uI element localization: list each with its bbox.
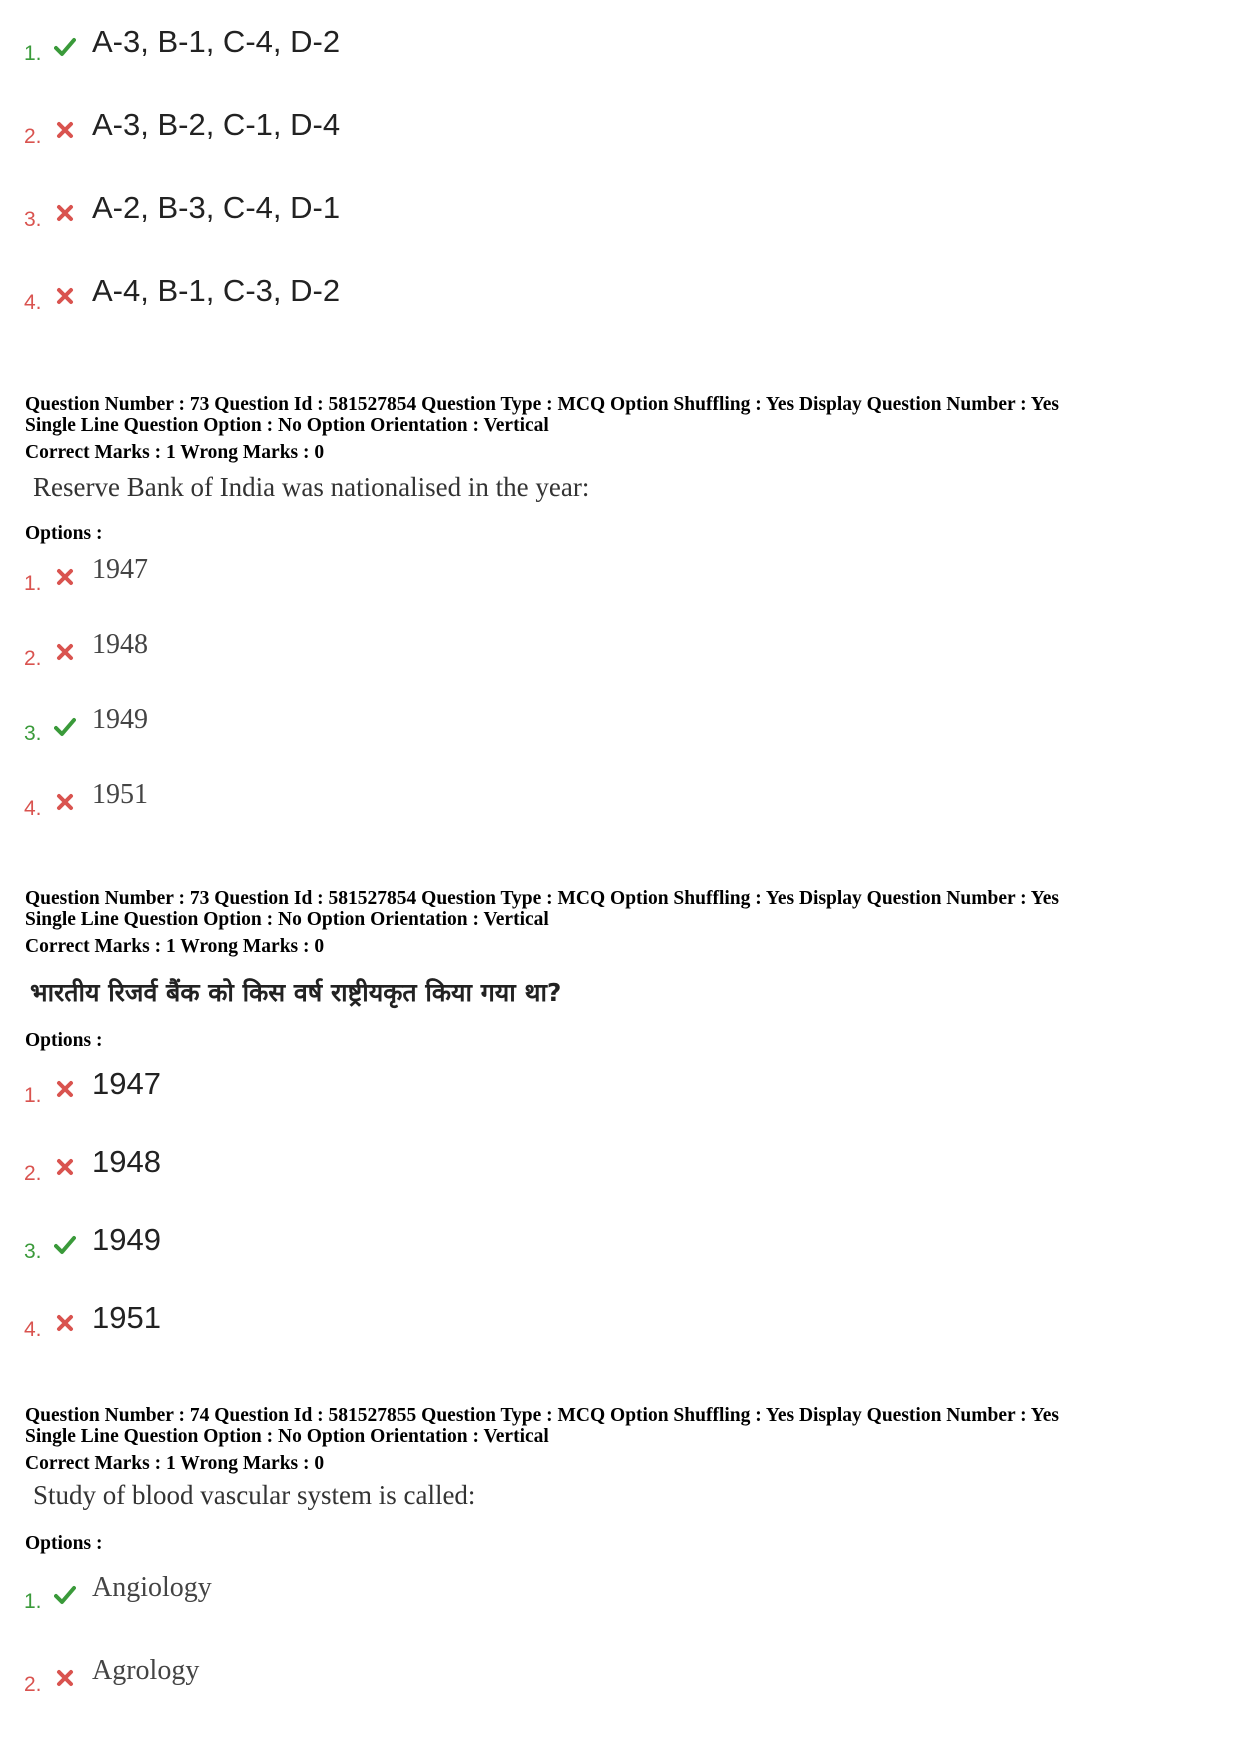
marks-line: Correct Marks : 1 Wrong Marks : 0 <box>25 442 325 463</box>
cross-icon <box>54 1078 76 1100</box>
option <box>0 1300 700 1346</box>
option <box>0 629 700 675</box>
option <box>0 704 700 750</box>
cross-icon <box>54 1667 76 1689</box>
option <box>0 107 700 153</box>
option-text: A-2, B-3, C-4, D-1 <box>92 190 341 225</box>
option-text: 1951 <box>92 1300 161 1335</box>
cross-icon <box>54 1156 76 1178</box>
option-text: 1948 <box>92 1144 161 1179</box>
option-text: Angiology <box>92 1572 212 1603</box>
check-icon <box>54 1584 76 1606</box>
option <box>0 1222 700 1268</box>
option-text: Agrology <box>92 1655 200 1686</box>
option <box>0 554 700 600</box>
option <box>0 273 700 319</box>
meta-line: Single Line Question Option : No Option Orientation : Vertical <box>25 415 549 436</box>
option <box>0 24 700 70</box>
option-text: A-3, B-1, C-4, D-2 <box>92 24 341 59</box>
option-number: 4. <box>24 1318 42 1341</box>
options-label: Options : <box>25 1030 103 1051</box>
cross-icon <box>54 119 76 141</box>
option-number: 2. <box>24 647 42 670</box>
option-number: 1. <box>24 42 42 65</box>
meta-line: Single Line Question Option : No Option Orientation : Vertical <box>25 1426 549 1447</box>
option-number: 1. <box>24 1084 42 1107</box>
meta-line: Question Number : 73 Question Id : 581527854 Question Type : MCQ Option Shuffling : Yes Display Question Number : Yes <box>25 888 1059 909</box>
cross-icon <box>54 566 76 588</box>
option-text: 1948 <box>92 629 148 660</box>
option-number: 2. <box>24 125 42 148</box>
question-text: भारतीय रिजर्व बैंक को किस वर्ष राष्ट्रीयकृत किया गया था? <box>30 978 562 1007</box>
option-number: 2. <box>24 1673 42 1696</box>
option-text: 1949 <box>92 704 148 735</box>
option-number: 4. <box>24 291 42 314</box>
option-text: A-3, B-2, C-1, D-4 <box>92 107 341 142</box>
meta-line: Question Number : 74 Question Id : 581527855 Question Type : MCQ Option Shuffling : Yes Display Question Number : Yes <box>25 1405 1059 1426</box>
option <box>0 1066 700 1112</box>
cross-icon <box>54 285 76 307</box>
option-number: 3. <box>24 722 42 745</box>
cross-icon <box>54 791 76 813</box>
option-number: 4. <box>24 797 42 820</box>
option <box>0 190 700 236</box>
question-text: Study of blood vascular system is called: <box>33 1480 476 1510</box>
check-icon <box>54 1234 76 1256</box>
option-number: 1. <box>24 1590 42 1613</box>
question-text: Reserve Bank of India was nationalised in the year: <box>33 472 590 502</box>
meta-line: Single Line Question Option : No Option Orientation : Vertical <box>25 909 549 930</box>
cross-icon <box>54 1312 76 1334</box>
question-meta <box>25 394 1059 463</box>
option <box>0 1655 700 1701</box>
check-icon <box>54 36 76 58</box>
check-icon <box>54 716 76 738</box>
option-text: 1947 <box>92 554 148 585</box>
meta-line: Question Number : 73 Question Id : 581527854 Question Type : MCQ Option Shuffling : Yes Display Question Number : Yes <box>25 394 1059 415</box>
option-text: 1947 <box>92 1066 161 1101</box>
cross-icon <box>54 641 76 663</box>
option-number: 3. <box>24 208 42 231</box>
marks-line: Correct Marks : 1 Wrong Marks : 0 <box>25 936 325 957</box>
option <box>0 1572 700 1618</box>
option-text: A-4, B-1, C-3, D-2 <box>92 273 341 308</box>
option-text: 1949 <box>92 1222 161 1257</box>
option <box>0 779 700 825</box>
option-number: 2. <box>24 1162 42 1185</box>
options-label: Options : <box>25 523 103 544</box>
option-number: 1. <box>24 572 42 595</box>
question-meta <box>25 1405 1059 1474</box>
option <box>0 1144 700 1190</box>
options-label: Options : <box>25 1533 103 1554</box>
option-number: 3. <box>24 1240 42 1263</box>
option-text: 1951 <box>92 779 148 810</box>
question-meta <box>25 888 1059 957</box>
cross-icon <box>54 202 76 224</box>
marks-line: Correct Marks : 1 Wrong Marks : 0 <box>25 1453 325 1474</box>
